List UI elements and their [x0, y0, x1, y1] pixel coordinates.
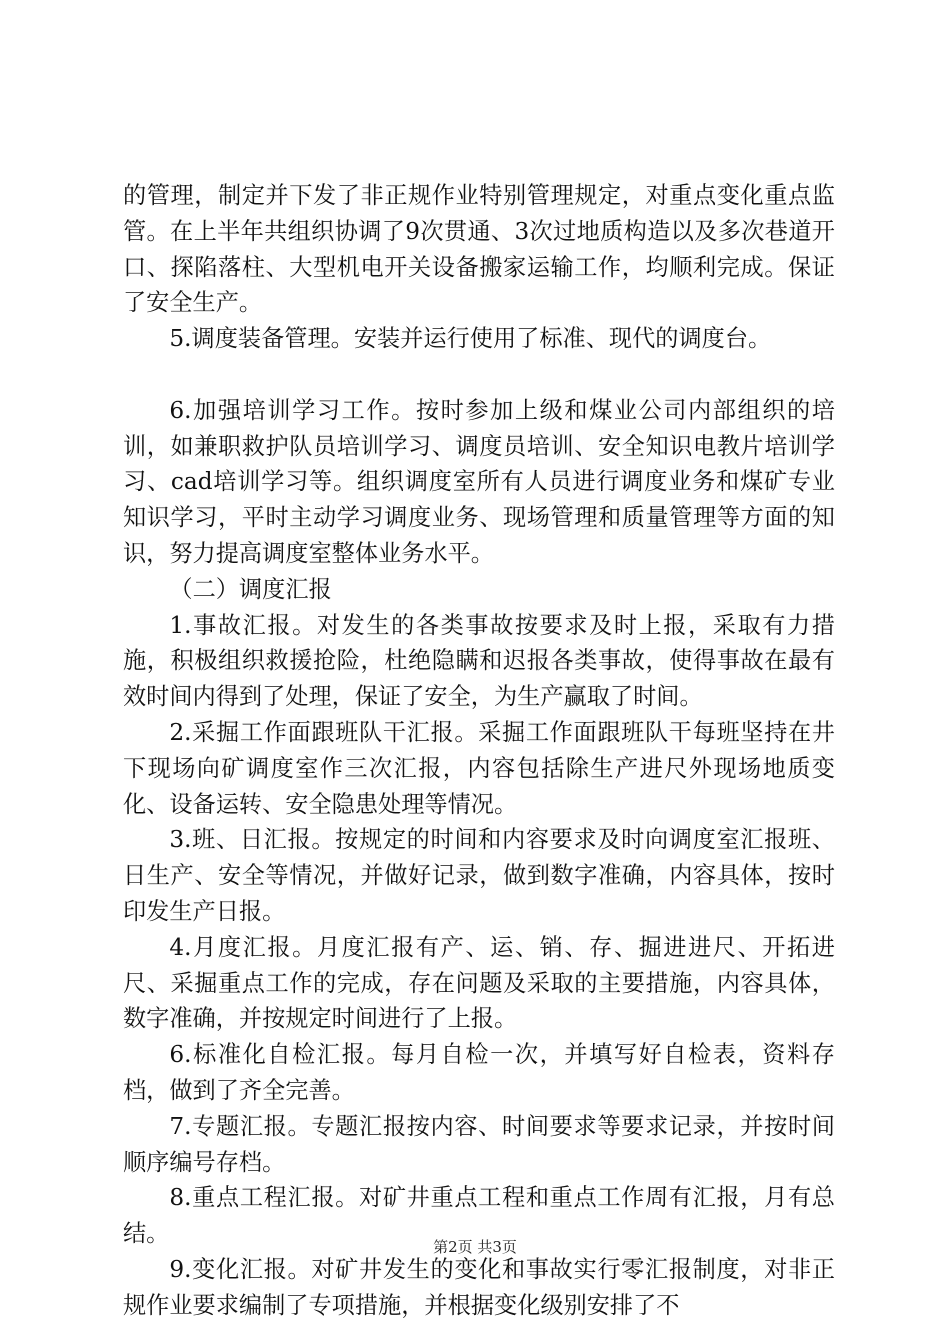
blank-line: [123, 357, 835, 393]
paragraph-report-3: 3.班、日汇报。按规定的时间和内容要求及时向调度室汇报班、日生产、安全等情况，并做好记录，做到数字准确，内容具体，按时印发生产日报。: [123, 826, 835, 925]
section-heading: （二）调度汇报: [169, 575, 332, 603]
paragraph-report-2: 2.采掘工作面跟班队干汇报。采掘工作面跟班队干每班坚持在井下现场向矿调度室作三次汇报，内容包括除生产进尺外现场地质变化、设备运转、安全隐患处理等情况。: [123, 718, 835, 818]
paragraph-item-6: 6.加强培训学习工作。按时参加上级和煤业公司内部组织的培训，如兼职救护队员培训学习、调度员培训、安全知识电教片培训学习、cad培训学习等。组织调度室所有人员进行调度业务和煤矿专业知识学习，平时主动学习调度业务、现场管理和质量管理等方面的知识，努力提高调度室整体业务水平。: [123, 396, 835, 567]
paragraph-report-8: 8.重点工程汇报。对矿井重点工程和重点工作周有汇报，月有总结。: [123, 1184, 835, 1248]
paragraph-report-6: 6.标准化自检汇报。每月自检一次，并填写好自检表，资料存档，做到了齐全完善。: [123, 1041, 835, 1104]
paragraph-report-1: 1.事故汇报。对发生的各类事故按要求及时上报，采取有力措施，积极组织救援抢险，杜绝隐瞒和迟报各类事故，使得事故在最有效时间内得到了处理，保证了安全，为生产赢取了时间。: [123, 611, 835, 711]
page-footer: 第2页 共3页: [433, 1238, 517, 1256]
paragraph-report-7: 7.专题汇报。专题汇报按内容、时间要求等要求记录，并按时间顺序编号存档。: [123, 1112, 835, 1176]
paragraph-report-9: 9.变化汇报。对矿井发生的变化和事故实行零汇报制度，对非正规作业要求编制了专项措施，并根据变化级别安排了不: [123, 1255, 835, 1319]
paragraph-report-4: 4.月度汇报。月度汇报有产、运、销、存、掘进进尺、开拓进尺、采掘重点工作的完成，存在问题及采取的主要措施，内容具体，数字准确，并按规定时间进行了上报。: [123, 933, 835, 1033]
document-body: [123, 178, 835, 1324]
paragraph-continuation: 的管理，制定并下发了非正规作业特别管理规定，对重点变化重点监管。在上半年共组织协调了9次贯通、3次过地质构造以及多次巷道开口、探陷落柱、大型机电开关设备搬家运输工作，均顺利完成。保证了安全生产。: [123, 182, 835, 317]
paragraph-item-5: 5.调度装备管理。安装并运行使用了标准、现代的调度台。: [169, 325, 772, 353]
